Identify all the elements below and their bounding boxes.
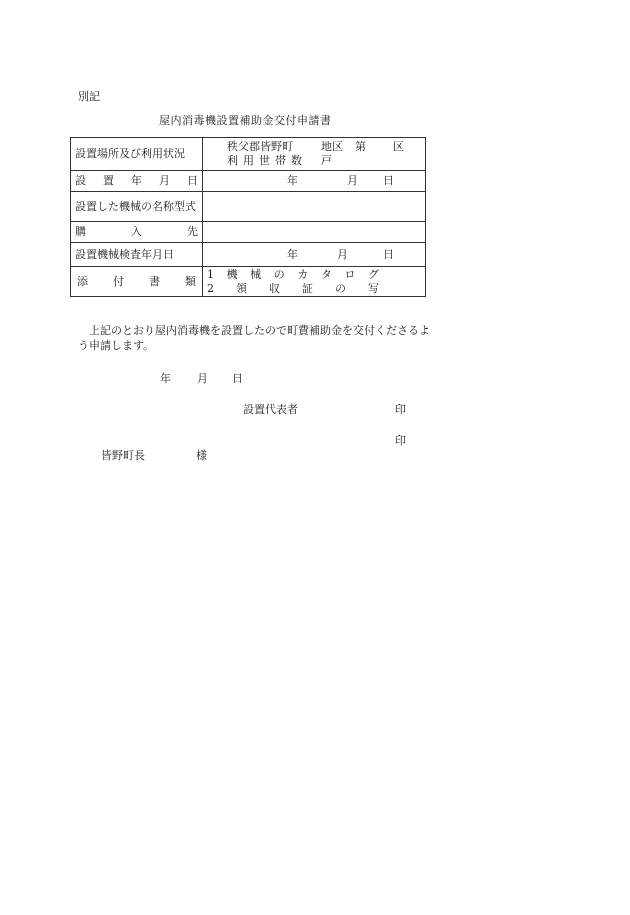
table-row bbox=[71, 138, 426, 171]
item-char: 機 bbox=[226, 267, 238, 281]
item-char: 械 bbox=[250, 267, 262, 281]
item-char: タ bbox=[320, 267, 332, 281]
label-char: 類 bbox=[185, 274, 196, 288]
day-label: 日 bbox=[383, 247, 394, 261]
vendor-field[interactable] bbox=[203, 222, 426, 243]
item-char: 領 bbox=[236, 281, 247, 295]
label-char: 購 bbox=[75, 225, 86, 238]
year-label: 年 bbox=[160, 372, 171, 385]
item-char: カ bbox=[297, 267, 309, 281]
item-char: 証 bbox=[302, 281, 313, 295]
attachment-item-receipt bbox=[207, 282, 379, 296]
label-vendor bbox=[71, 222, 203, 243]
households-char: 世 bbox=[259, 154, 270, 167]
households-char: 数 bbox=[291, 154, 302, 167]
item-number: 2 bbox=[207, 281, 214, 295]
application-statement: 上記のとおり屋内消毒機を設置したので町費補助金を交付くださるよう申請します。 bbox=[78, 324, 430, 352]
day-label: 日 bbox=[232, 372, 243, 385]
label-char: 書 bbox=[149, 274, 160, 288]
year-label: 年 bbox=[287, 247, 298, 261]
inspection-date-field[interactable] bbox=[203, 243, 426, 267]
honorific: 様 bbox=[196, 449, 207, 462]
document-title: 屋内消毒機設置補助金交付申請書 bbox=[159, 114, 332, 127]
households-char: 利 bbox=[227, 154, 238, 167]
month-label: 月 bbox=[337, 247, 348, 261]
day-label: 日 bbox=[383, 174, 394, 187]
label-char: 設 bbox=[75, 174, 86, 187]
location-usage-cell bbox=[203, 138, 426, 171]
seal-mark: 印 bbox=[395, 403, 406, 416]
label-char: 添 bbox=[77, 274, 88, 288]
install-date-field[interactable] bbox=[203, 171, 426, 192]
appendix-label: 別記 bbox=[78, 90, 100, 103]
application-form-table bbox=[70, 137, 426, 297]
label-machine-name-model: 設置した機械の名称型式 bbox=[71, 192, 203, 222]
attachment-item-catalog bbox=[207, 268, 379, 282]
seal-mark: 印 bbox=[395, 434, 406, 447]
item-char: の bbox=[273, 267, 285, 281]
district-label: 地区 bbox=[321, 140, 343, 153]
table-row bbox=[71, 171, 426, 192]
machine-name-model-field[interactable] bbox=[203, 192, 426, 222]
month-label: 月 bbox=[197, 372, 208, 385]
year-label: 年 bbox=[287, 174, 298, 187]
month-label: 月 bbox=[347, 174, 358, 187]
label-char: 先 bbox=[187, 225, 198, 238]
item-char: 写 bbox=[368, 281, 379, 295]
item-char: の bbox=[335, 281, 346, 295]
households-char: 帯 bbox=[275, 154, 286, 167]
representative-label: 設置代表者 bbox=[243, 403, 298, 416]
table-row bbox=[71, 267, 426, 297]
label-attachments bbox=[71, 267, 203, 297]
label-install-date bbox=[71, 171, 203, 192]
label-location-usage: 設置場所及び利用状況 bbox=[71, 138, 203, 171]
number-label: 第 bbox=[355, 140, 366, 153]
table-row bbox=[71, 243, 426, 267]
label-char: 日 bbox=[187, 174, 198, 187]
label-inspection-date: 設置機械検査年月日 bbox=[71, 243, 203, 267]
households-char: 用 bbox=[243, 154, 254, 167]
label-char: 年 bbox=[131, 174, 142, 187]
addressee: 皆野町長 bbox=[101, 449, 145, 462]
ward-label: 区 bbox=[393, 140, 404, 153]
label-char: 入 bbox=[131, 225, 142, 238]
table-row bbox=[71, 222, 426, 243]
table-row bbox=[71, 192, 426, 222]
label-char: 月 bbox=[159, 174, 170, 187]
attachments-list bbox=[203, 267, 426, 297]
town-name: 秩父郡皆野町 bbox=[227, 140, 293, 153]
item-char: ロ bbox=[344, 267, 356, 281]
household-unit: 戸 bbox=[321, 154, 332, 167]
item-number: 1 bbox=[207, 267, 214, 281]
label-char: 置 bbox=[103, 174, 114, 187]
item-char: 収 bbox=[269, 281, 280, 295]
label-char: 付 bbox=[113, 274, 124, 288]
item-char: グ bbox=[367, 267, 379, 281]
